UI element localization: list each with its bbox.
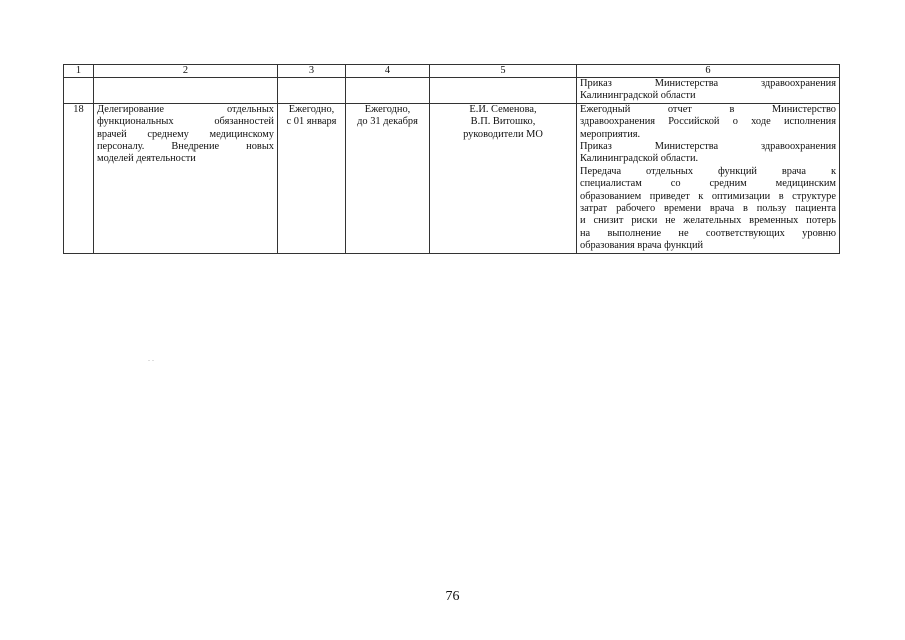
text-line: В.П. Витошко, (470, 116, 536, 128)
text-line: функциональных обязанностей (97, 116, 274, 128)
cont-line: Приказ Министерства здравоохранения (580, 78, 836, 89)
text-line: Е.И. Семенова, (469, 103, 537, 115)
text-line: Калининградской области. (580, 153, 699, 165)
cont-cell-6 (577, 78, 840, 104)
header-row (64, 65, 840, 78)
text-line: Приказ Министерства здравоохранения (580, 141, 836, 153)
cont-line: Калининградской области (580, 90, 696, 102)
text-line: на выполнение не соответствующих уровню (580, 227, 836, 239)
text-line: здравоохранения Российской о ходе исполнения (580, 116, 836, 128)
table-row-18 (64, 103, 840, 253)
start-date (278, 103, 346, 253)
page-number: 76 (445, 589, 460, 604)
text-line: Ежегодный отчет в Министерство (580, 103, 836, 115)
text-line: Ежегодно, (364, 103, 411, 115)
responsible-persons (430, 103, 577, 253)
scan-speck: . . (148, 354, 154, 363)
cont-cell-1 (64, 78, 94, 104)
measures-table (63, 64, 840, 254)
text-line: моделей деятельности (97, 153, 196, 165)
text-line: персоналу. Внедрение новых (97, 141, 274, 153)
text-line: и снизит риски не желательных временных потерь (580, 215, 836, 227)
header-cell-4: 4 (346, 65, 430, 78)
header-cell-6: 6 (577, 65, 840, 78)
text-line: образованием приведет к оптимизации в структуре (580, 190, 836, 202)
text-line: руководители МО (463, 128, 543, 140)
text-line: специалистам со средним медицинским (580, 178, 836, 190)
text-line: затрат рабочего времени врача в пользу пациента (580, 203, 836, 215)
cont-cell-3 (278, 78, 346, 104)
cont-cell-4 (346, 78, 430, 104)
header-cell-5: 5 (430, 65, 577, 78)
cont-cell-2 (94, 78, 278, 104)
text-line: врачей среднему медицинскому (97, 128, 274, 140)
header-cell-2: 2 (94, 65, 278, 78)
text-line: Передача отдельных функций врача к (580, 165, 836, 177)
expected-result (577, 103, 840, 253)
measure-description (94, 103, 278, 253)
text-line: до 31 декабря (357, 116, 418, 128)
cont-cell-5 (430, 78, 577, 104)
row-number: 18 (64, 103, 94, 253)
text-line: с 01 января (286, 116, 337, 128)
text-line: Ежегодно, (288, 103, 335, 115)
text-line: мероприятия. (580, 128, 641, 140)
end-date (346, 103, 430, 253)
header-cell-3: 3 (278, 65, 346, 78)
text-line: образования врача функций (580, 240, 704, 252)
text-line: Делегирование отдельных (97, 103, 274, 115)
continuation-row (64, 78, 840, 104)
header-cell-1: 1 (64, 65, 94, 78)
